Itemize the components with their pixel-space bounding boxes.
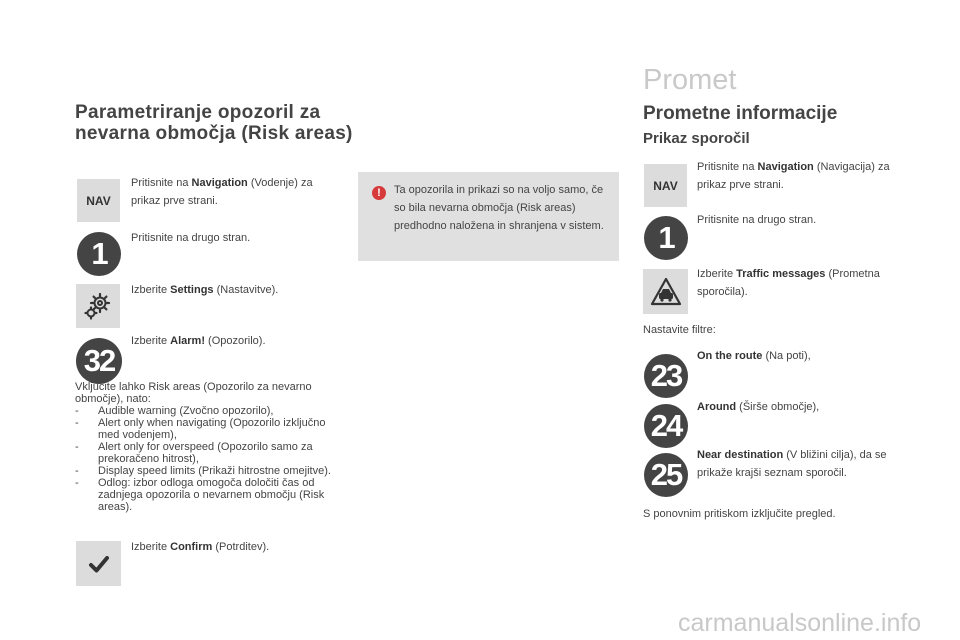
filters-label: Nastavite filtre: [643,324,716,336]
filter-around [697,398,912,416]
list-dash: - [75,405,79,417]
list-item-text: Alert only for overspeed (Opozorilo samo za prekoračeno hitrost), [98,441,313,465]
traffic-tile [643,269,688,314]
step-text: (V bližini cilja), da se prikaže krajši seznam sporočil. [697,449,887,479]
page-title-risk-areas: Parametriranje opozoril za nevarna območja (Risk areas) [75,102,353,144]
step-number-24 [644,404,688,448]
step-text: (Nastavitve). [213,284,279,296]
list-dash: - [75,441,79,453]
filter-route [697,347,912,365]
step-text: Izberite [131,284,171,296]
list-item [75,405,340,417]
nav-label: NAV [653,178,678,193]
traffic-warning-icon [650,276,682,308]
list-item [75,441,340,465]
step-navigation [697,158,912,194]
step-text: (Vodenje) za prikaz prve strani. [131,177,313,207]
filter-near-destination [697,446,912,482]
traffic-info-title: Prometne informacije [643,103,838,124]
step-confirm [131,538,341,556]
step-keyword: On the route [697,350,763,362]
watermark: carmanualsonline.info [678,609,922,637]
step-alarm [131,332,341,350]
list-dash: - [75,417,79,429]
step-traffic [697,265,912,301]
step-settings [131,281,341,299]
step-number-1 [644,216,688,260]
step-text: (Potrditev). [212,541,270,553]
confirm-tile [76,541,121,586]
settings-tile [76,284,120,328]
step-navigation [131,174,341,210]
step-number: 1 [658,220,674,255]
step-number: 32 [83,343,115,378]
exclamation-icon [372,186,386,200]
list-item-text: Alert only when navigating (Opozorilo izključno med vodenjem), [98,417,326,441]
step-text: Pritisnite na [131,177,192,189]
step-number-25 [644,453,688,497]
step-text: (Prometna sporočila). [697,268,880,298]
step-keyword: Around [697,401,737,413]
list-item [75,465,340,477]
gears-icon [83,291,113,321]
list-dash: - [75,465,79,477]
step-text: Izberite [131,541,171,553]
step-number: 23 [650,358,682,393]
checkmark-icon [88,553,110,575]
messages-subtitle: Prikaz sporočil [643,130,750,147]
info-note [358,172,619,261]
nav-button-tile [77,179,120,222]
step-number: 1 [91,236,107,271]
nav-button-tile [644,164,687,207]
step-number: 25 [650,457,682,492]
list-item-text: Odlog: izbor odloga omogoča določiti čas od zadnjega opozorila o nevarnem območju (Risk areas). [98,477,325,513]
step-text: (Širše območje), [736,401,820,413]
risk-options-list [75,381,340,513]
step-number: 24 [650,408,682,443]
list-item-text: Display speed limits (Prikaži hitrostne omejitve). [98,465,331,477]
step-page2: Pritisnite na drugo stran. [697,214,817,226]
step-text: (Na poti), [762,350,811,362]
step-number-32 [76,338,122,384]
list-item [75,417,340,441]
step-number-23 [644,354,688,398]
closing-text: S ponovnim pritiskom izključite pregled. [643,508,836,520]
exclamation-glyph: ! [377,187,381,199]
step-number-1 [77,232,121,276]
section-title: Promet [643,64,737,96]
step-text: (Navigacija) za prikaz prve strani. [697,161,890,191]
list-item-text: Audible warning (Zvočno opozorilo), [98,405,274,417]
step-text: (Opozorilo). [204,335,266,347]
nav-label: NAV [86,193,111,208]
list-item [75,477,340,513]
step-keyword: Navigation [191,177,248,189]
step-keyword: Confirm [170,541,213,553]
step-text: Izberite [131,335,171,347]
step-text: Izberite [697,268,737,280]
list-dash: - [75,477,79,489]
step-page2: Pritisnite na drugo stran. [131,232,251,244]
step-keyword: Alarm! [170,335,205,347]
step-keyword: Settings [170,284,214,296]
list-intro: Vključite lahko Risk areas (Opozorilo za nevarno območje), nato: [75,381,312,405]
step-keyword: Near destination [697,449,784,461]
step-keyword: Navigation [757,161,814,173]
step-text: Pritisnite na [697,161,758,173]
step-keyword: Traffic messages [736,268,826,280]
note-text: Ta opozorila in prikazi so na voljo samo, če so bila nevarna območja (Risk areas) predhodno naložena in shranjena v sistem. [394,184,604,232]
